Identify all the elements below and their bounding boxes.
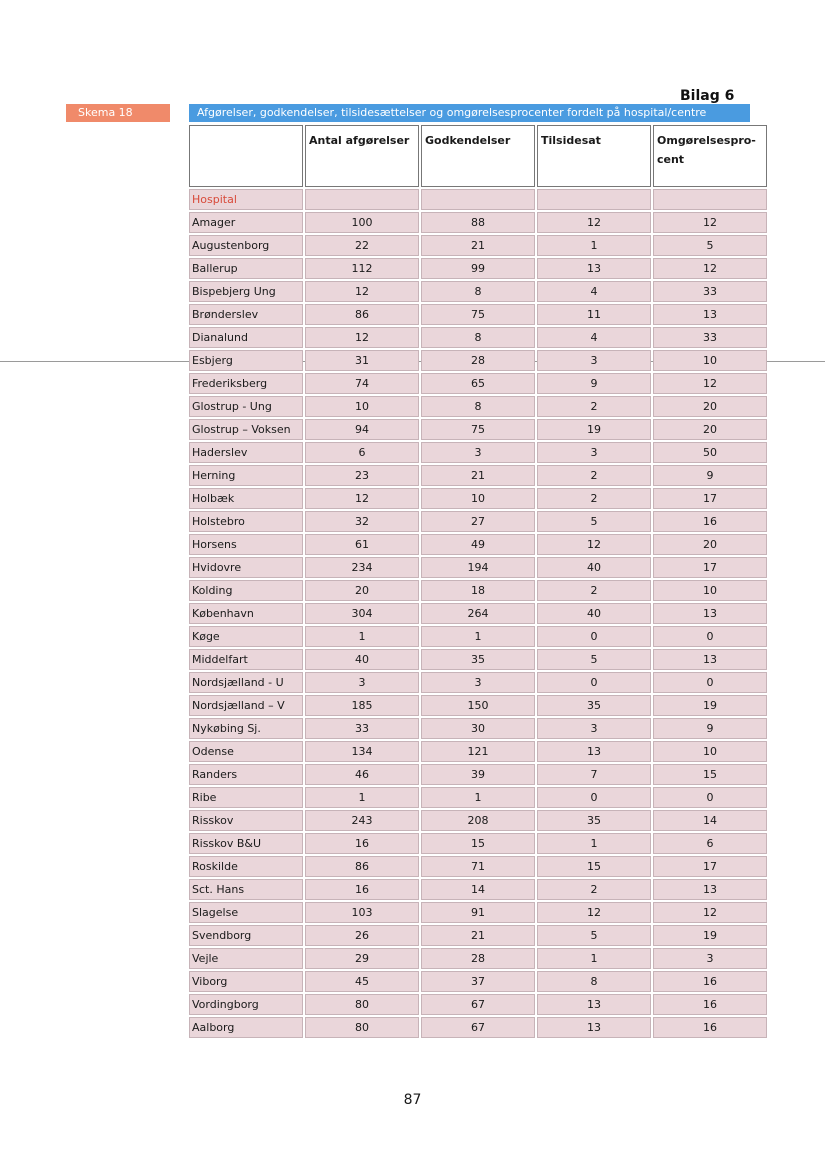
cell-hospital-name: Randers	[189, 764, 303, 785]
cell-godkendelser: 3	[421, 442, 535, 463]
cell-hospital-name: Vejle	[189, 948, 303, 969]
cell-hospital-name: Kolding	[189, 580, 303, 601]
cell-tilsidesat: 35	[537, 695, 651, 716]
cell-antal-afgoerelser: 45	[305, 971, 419, 992]
cell-tilsidesat: 0	[537, 672, 651, 693]
cell-tilsidesat: 3	[537, 442, 651, 463]
table-row	[189, 465, 767, 486]
cell-godkendelser: 99	[421, 258, 535, 279]
table-row	[189, 350, 767, 371]
cell-tilsidesat: 13	[537, 994, 651, 1015]
section-empty-cell	[421, 189, 535, 210]
cell-omgoerelsesprocent: 13	[653, 304, 767, 325]
table-row	[189, 902, 767, 923]
cell-tilsidesat: 15	[537, 856, 651, 877]
cell-hospital-name: Herning	[189, 465, 303, 486]
cell-hospital-name: Ballerup	[189, 258, 303, 279]
table-row	[189, 373, 767, 394]
table-row	[189, 511, 767, 532]
table-row	[189, 787, 767, 808]
table-row	[189, 856, 767, 877]
cell-omgoerelsesprocent: 33	[653, 281, 767, 302]
cell-hospital-name: Ribe	[189, 787, 303, 808]
cell-tilsidesat: 9	[537, 373, 651, 394]
cell-antal-afgoerelser: 12	[305, 488, 419, 509]
cell-omgoerelsesprocent: 12	[653, 212, 767, 233]
header-antal-afgoerelser: Antal afgørelser	[305, 125, 419, 187]
cell-hospital-name: Middelfart	[189, 649, 303, 670]
cell-omgoerelsesprocent: 12	[653, 373, 767, 394]
cell-tilsidesat: 0	[537, 626, 651, 647]
cell-antal-afgoerelser: 31	[305, 350, 419, 371]
table-row	[189, 971, 767, 992]
cell-godkendelser: 28	[421, 948, 535, 969]
cell-omgoerelsesprocent: 33	[653, 327, 767, 348]
table-row	[189, 327, 767, 348]
cell-tilsidesat: 13	[537, 1017, 651, 1038]
cell-omgoerelsesprocent: 0	[653, 672, 767, 693]
cell-omgoerelsesprocent: 12	[653, 258, 767, 279]
section-empty-cell	[305, 189, 419, 210]
cell-antal-afgoerelser: 185	[305, 695, 419, 716]
table-row	[189, 419, 767, 440]
table-row	[189, 925, 767, 946]
cell-omgoerelsesprocent: 17	[653, 557, 767, 578]
cell-godkendelser: 1	[421, 626, 535, 647]
cell-godkendelser: 14	[421, 879, 535, 900]
cell-antal-afgoerelser: 12	[305, 281, 419, 302]
table-row	[189, 580, 767, 601]
section-empty-cell	[537, 189, 651, 210]
cell-godkendelser: 67	[421, 994, 535, 1015]
cell-tilsidesat: 2	[537, 396, 651, 417]
cell-antal-afgoerelser: 94	[305, 419, 419, 440]
cell-godkendelser: 8	[421, 281, 535, 302]
cell-godkendelser: 21	[421, 465, 535, 486]
cell-godkendelser: 65	[421, 373, 535, 394]
header-godkendelser: Godkendelser	[421, 125, 535, 187]
cell-hospital-name: Holbæk	[189, 488, 303, 509]
section-row	[189, 189, 767, 210]
cell-godkendelser: 49	[421, 534, 535, 555]
cell-antal-afgoerelser: 112	[305, 258, 419, 279]
cell-godkendelser: 194	[421, 557, 535, 578]
cell-omgoerelsesprocent: 6	[653, 833, 767, 854]
cell-hospital-name: Horsens	[189, 534, 303, 555]
cell-omgoerelsesprocent: 20	[653, 419, 767, 440]
cell-antal-afgoerelser: 243	[305, 810, 419, 831]
cell-omgoerelsesprocent: 17	[653, 488, 767, 509]
cell-hospital-name: Dianalund	[189, 327, 303, 348]
cell-antal-afgoerelser: 29	[305, 948, 419, 969]
table-row	[189, 879, 767, 900]
table-row	[189, 833, 767, 854]
table-row	[189, 258, 767, 279]
cell-antal-afgoerelser: 100	[305, 212, 419, 233]
cell-omgoerelsesprocent: 5	[653, 235, 767, 256]
cell-omgoerelsesprocent: 14	[653, 810, 767, 831]
table-row	[189, 649, 767, 670]
table-row	[189, 1017, 767, 1038]
cell-antal-afgoerelser: 1	[305, 626, 419, 647]
cell-hospital-name: Odense	[189, 741, 303, 762]
header-blank	[189, 125, 303, 187]
cell-omgoerelsesprocent: 10	[653, 580, 767, 601]
table-row	[189, 718, 767, 739]
cell-omgoerelsesprocent: 19	[653, 695, 767, 716]
table-row	[189, 948, 767, 969]
cell-antal-afgoerelser: 26	[305, 925, 419, 946]
cell-hospital-name: Viborg	[189, 971, 303, 992]
cell-hospital-name: Haderslev	[189, 442, 303, 463]
cell-hospital-name: Risskov B&U	[189, 833, 303, 854]
table-row	[189, 557, 767, 578]
table-row	[189, 442, 767, 463]
table-row	[189, 672, 767, 693]
cell-tilsidesat: 1	[537, 833, 651, 854]
cell-godkendelser: 67	[421, 1017, 535, 1038]
cell-godkendelser: 3	[421, 672, 535, 693]
cell-antal-afgoerelser: 33	[305, 718, 419, 739]
cell-hospital-name: Roskilde	[189, 856, 303, 877]
table-row	[189, 603, 767, 624]
cell-hospital-name: Hvidovre	[189, 557, 303, 578]
cell-omgoerelsesprocent: 50	[653, 442, 767, 463]
cell-omgoerelsesprocent: 15	[653, 764, 767, 785]
cell-omgoerelsesprocent: 16	[653, 971, 767, 992]
cell-godkendelser: 37	[421, 971, 535, 992]
table-row	[189, 488, 767, 509]
cell-godkendelser: 35	[421, 649, 535, 670]
cell-hospital-name: Augustenborg	[189, 235, 303, 256]
cell-hospital-name: Amager	[189, 212, 303, 233]
cell-omgoerelsesprocent: 12	[653, 902, 767, 923]
cell-godkendelser: 28	[421, 350, 535, 371]
cell-hospital-name: Frederiksberg	[189, 373, 303, 394]
table-row	[189, 695, 767, 716]
table-row	[189, 304, 767, 325]
schema-label: Skema 18	[66, 104, 170, 122]
cell-hospital-name: Sct. Hans	[189, 879, 303, 900]
cell-tilsidesat: 1	[537, 235, 651, 256]
cell-hospital-name: Aalborg	[189, 1017, 303, 1038]
cell-omgoerelsesprocent: 9	[653, 718, 767, 739]
cell-omgoerelsesprocent: 16	[653, 1017, 767, 1038]
section-empty-cell	[653, 189, 767, 210]
cell-hospital-name: Brønderslev	[189, 304, 303, 325]
header-omgoerelsesprocent: Omgørelsespro-cent	[653, 125, 767, 187]
cell-tilsidesat: 2	[537, 488, 651, 509]
cell-tilsidesat: 2	[537, 580, 651, 601]
cell-hospital-name: Nordsjælland - U	[189, 672, 303, 693]
cell-hospital-name: Svendborg	[189, 925, 303, 946]
cell-godkendelser: 39	[421, 764, 535, 785]
cell-godkendelser: 121	[421, 741, 535, 762]
table-row	[189, 396, 767, 417]
cell-omgoerelsesprocent: 13	[653, 879, 767, 900]
table-row	[189, 810, 767, 831]
cell-antal-afgoerelser: 22	[305, 235, 419, 256]
cell-godkendelser: 21	[421, 925, 535, 946]
cell-hospital-name: Holstebro	[189, 511, 303, 532]
cell-tilsidesat: 11	[537, 304, 651, 325]
cell-tilsidesat: 40	[537, 603, 651, 624]
cell-hospital-name: Vordingborg	[189, 994, 303, 1015]
table-row	[189, 626, 767, 647]
cell-godkendelser: 8	[421, 396, 535, 417]
cell-tilsidesat: 4	[537, 327, 651, 348]
cell-godkendelser: 30	[421, 718, 535, 739]
cell-antal-afgoerelser: 74	[305, 373, 419, 394]
cell-antal-afgoerelser: 6	[305, 442, 419, 463]
cell-antal-afgoerelser: 12	[305, 327, 419, 348]
appendix-label: Bilag 6	[680, 88, 735, 104]
cell-tilsidesat: 1	[537, 948, 651, 969]
cell-godkendelser: 91	[421, 902, 535, 923]
cell-antal-afgoerelser: 86	[305, 856, 419, 877]
cell-godkendelser: 18	[421, 580, 535, 601]
table-row	[189, 212, 767, 233]
cell-antal-afgoerelser: 134	[305, 741, 419, 762]
cell-tilsidesat: 8	[537, 971, 651, 992]
cell-antal-afgoerelser: 16	[305, 833, 419, 854]
cell-godkendelser: 71	[421, 856, 535, 877]
cell-hospital-name: Glostrup - Ung	[189, 396, 303, 417]
cell-antal-afgoerelser: 32	[305, 511, 419, 532]
cell-omgoerelsesprocent: 9	[653, 465, 767, 486]
table-title: Afgørelser, godkendelser, tilsidesættelser og omgørelsesprocenter fordelt på hospital/centre	[189, 104, 750, 122]
cell-tilsidesat: 40	[537, 557, 651, 578]
cell-godkendelser: 75	[421, 304, 535, 325]
cell-antal-afgoerelser: 40	[305, 649, 419, 670]
cell-godkendelser: 10	[421, 488, 535, 509]
cell-omgoerelsesprocent: 3	[653, 948, 767, 969]
cell-godkendelser: 75	[421, 419, 535, 440]
header-tilsidesat: Tilsidesat	[537, 125, 651, 187]
cell-antal-afgoerelser: 3	[305, 672, 419, 693]
cell-antal-afgoerelser: 23	[305, 465, 419, 486]
cell-tilsidesat: 2	[537, 879, 651, 900]
cell-tilsidesat: 12	[537, 212, 651, 233]
cell-omgoerelsesprocent: 0	[653, 626, 767, 647]
cell-tilsidesat: 13	[537, 258, 651, 279]
cell-omgoerelsesprocent: 0	[653, 787, 767, 808]
cell-godkendelser: 208	[421, 810, 535, 831]
cell-hospital-name: Esbjerg	[189, 350, 303, 371]
cell-omgoerelsesprocent: 13	[653, 603, 767, 624]
cell-godkendelser: 1	[421, 787, 535, 808]
cell-tilsidesat: 3	[537, 350, 651, 371]
cell-tilsidesat: 12	[537, 902, 651, 923]
cell-hospital-name: Glostrup – Voksen	[189, 419, 303, 440]
cell-tilsidesat: 19	[537, 419, 651, 440]
cell-godkendelser: 15	[421, 833, 535, 854]
cell-hospital-name: Bispebjerg Ung	[189, 281, 303, 302]
cell-antal-afgoerelser: 304	[305, 603, 419, 624]
cell-godkendelser: 8	[421, 327, 535, 348]
cell-antal-afgoerelser: 16	[305, 879, 419, 900]
table-row	[189, 741, 767, 762]
cell-omgoerelsesprocent: 10	[653, 741, 767, 762]
cell-antal-afgoerelser: 86	[305, 304, 419, 325]
cell-antal-afgoerelser: 80	[305, 1017, 419, 1038]
cell-omgoerelsesprocent: 19	[653, 925, 767, 946]
cell-omgoerelsesprocent: 16	[653, 511, 767, 532]
cell-tilsidesat: 5	[537, 925, 651, 946]
cell-tilsidesat: 13	[537, 741, 651, 762]
cell-antal-afgoerelser: 234	[305, 557, 419, 578]
cell-godkendelser: 88	[421, 212, 535, 233]
cell-godkendelser: 150	[421, 695, 535, 716]
cell-tilsidesat: 4	[537, 281, 651, 302]
table-row	[189, 281, 767, 302]
cell-antal-afgoerelser: 61	[305, 534, 419, 555]
cell-antal-afgoerelser: 1	[305, 787, 419, 808]
page-number: 87	[403, 1092, 422, 1108]
cell-omgoerelsesprocent: 17	[653, 856, 767, 877]
table-row	[189, 764, 767, 785]
cell-antal-afgoerelser: 103	[305, 902, 419, 923]
cell-antal-afgoerelser: 46	[305, 764, 419, 785]
cell-tilsidesat: 5	[537, 649, 651, 670]
header-row	[189, 125, 767, 187]
cell-tilsidesat: 12	[537, 534, 651, 555]
decisions-table	[187, 123, 769, 1040]
cell-hospital-name: Nykøbing Sj.	[189, 718, 303, 739]
cell-godkendelser: 21	[421, 235, 535, 256]
cell-omgoerelsesprocent: 13	[653, 649, 767, 670]
cell-hospital-name: København	[189, 603, 303, 624]
table-row	[189, 235, 767, 256]
cell-tilsidesat: 0	[537, 787, 651, 808]
section-label-hospital: Hospital	[189, 189, 303, 210]
cell-hospital-name: Nordsjælland – V	[189, 695, 303, 716]
cell-godkendelser: 27	[421, 511, 535, 532]
cell-tilsidesat: 5	[537, 511, 651, 532]
cell-godkendelser: 264	[421, 603, 535, 624]
cell-antal-afgoerelser: 20	[305, 580, 419, 601]
table-row	[189, 994, 767, 1015]
cell-hospital-name: Risskov	[189, 810, 303, 831]
cell-omgoerelsesprocent: 10	[653, 350, 767, 371]
cell-antal-afgoerelser: 10	[305, 396, 419, 417]
cell-omgoerelsesprocent: 16	[653, 994, 767, 1015]
cell-hospital-name: Slagelse	[189, 902, 303, 923]
cell-tilsidesat: 35	[537, 810, 651, 831]
cell-antal-afgoerelser: 80	[305, 994, 419, 1015]
cell-omgoerelsesprocent: 20	[653, 396, 767, 417]
cell-omgoerelsesprocent: 20	[653, 534, 767, 555]
table-row	[189, 534, 767, 555]
cell-tilsidesat: 7	[537, 764, 651, 785]
cell-hospital-name: Køge	[189, 626, 303, 647]
cell-tilsidesat: 2	[537, 465, 651, 486]
cell-tilsidesat: 3	[537, 718, 651, 739]
